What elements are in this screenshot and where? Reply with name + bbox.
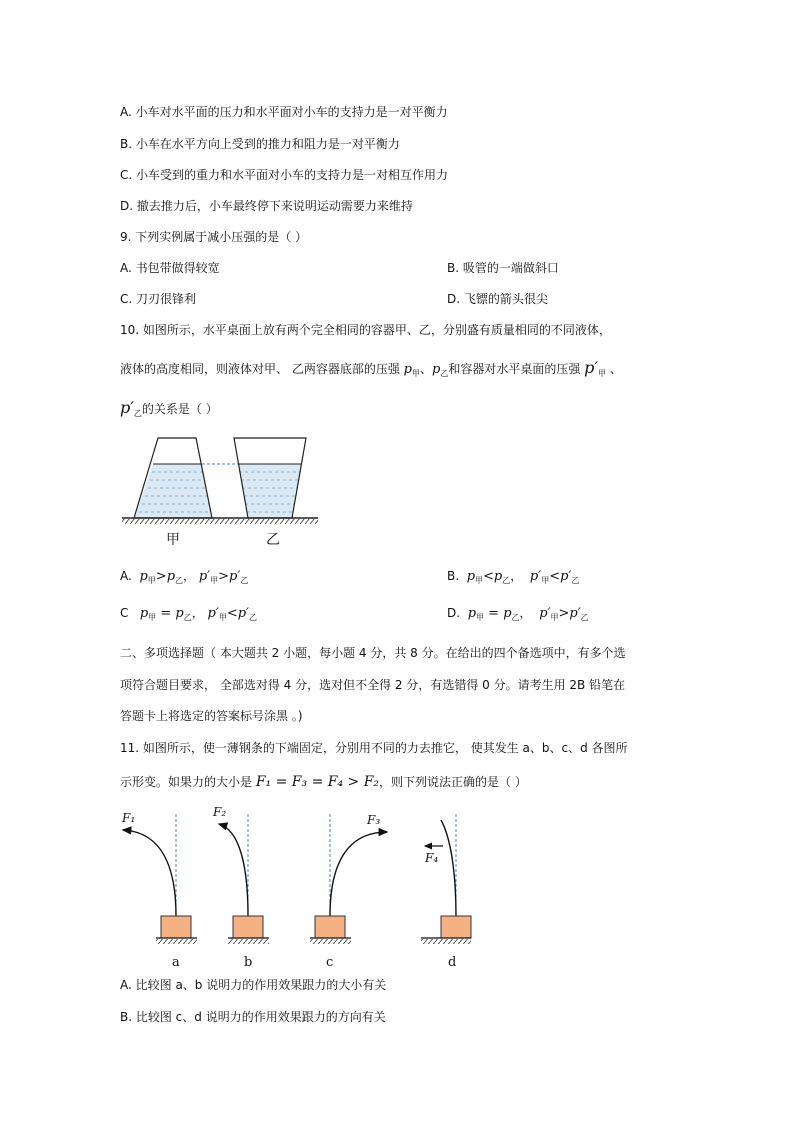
label-jia: 甲	[166, 532, 180, 548]
q9-stem: 9. 下列实例属于减小压强的是（ ）	[120, 230, 308, 244]
q10-option-b: B. $p_甲<p_乙$， $p'_甲<p'_乙$	[447, 569, 580, 585]
q11-option-a: A. 比较图 a、b 说明力的作用效果跟力的大小有关	[120, 978, 387, 992]
container-jia	[134, 438, 212, 518]
q10-stem-line1: 10. 如图所示，水平桌面上放有两个完全相同的容器甲、乙，分别盛有质量相同的不同液体，	[120, 323, 611, 337]
q8-option-a: A. 小车对水平面的压力和水平面对小车的支持力是一对平衡力	[120, 105, 448, 119]
section2-line1: 二、多项选择题（ 本大题共 2 小题，每小题 4 分，共 8 分。在给出的四个备选项中，有多个选	[120, 646, 626, 660]
q10-option-a: A. $p_甲>p_乙$， $p'_甲>p'_乙$	[120, 569, 249, 585]
fig-label-d: d	[448, 955, 457, 970]
q9-option-c: C. 刀刃很锋利	[120, 292, 197, 306]
strip-figure-a	[121, 811, 197, 970]
q10-stem-line2: 液体的高度相同，则液体对甲、 乙两容器底部的压强 $p_甲$、$p_乙$和容器对水平桌面的压强 $p'_甲$ 、	[120, 358, 622, 378]
q8-option-b: B. 小车在水平方向上受到的推力和阻力是一对平衡力	[120, 137, 400, 151]
force-label-f2: F₂	[213, 805, 227, 819]
q11-steel-strips-figure	[115, 804, 485, 972]
strip-figure-b	[212, 805, 269, 970]
strip-figure-d	[421, 814, 471, 970]
q10-option-d: D. $p_甲 = p_乙$， $p'_甲>p'_乙$	[447, 606, 589, 622]
force-label-f1: F₁	[122, 811, 136, 825]
q10-containers-figure	[120, 434, 325, 549]
q10-option-c: C $p_甲 = p_乙$， $p'_甲<p'_乙$	[120, 606, 257, 622]
container-yi	[234, 438, 306, 518]
q9-option-d: D. 飞镖的箭头很尖	[447, 292, 548, 306]
q9-option-a: A. 书包带做得较宽	[120, 261, 220, 275]
section2-line3: 答题卡上将选定的答案标号涂黑 。)	[120, 709, 303, 723]
q9-option-b: B. 吸管的一端做斜口	[447, 261, 559, 275]
fig-label-c: c	[326, 955, 334, 970]
q10-stem-line3: $p'_乙$的关系是（ ）	[120, 398, 218, 418]
fig-label-b: b	[244, 955, 253, 970]
q11-stem-line2: 示形变。如果力的大小是 F₁ = F₃ = F₄ > F₂，则下列说法正确的是（ ）	[120, 774, 527, 790]
force-label-f4: F₄	[425, 851, 439, 865]
q11-option-b: B. 比较图 c、d 说明力的作用效果跟力的方向有关	[120, 1010, 386, 1024]
label-yi: 乙	[266, 532, 280, 548]
force-label-f3: F₃	[367, 813, 381, 827]
q8-option-d: D. 撤去推力后，小车最终停下来说明运动需要力来维持	[120, 199, 413, 213]
section2-line2: 项符合题目要求， 全部选对得 4 分，选对但不全得 2 分，有选错得 0 分。请考生用 2B 铅笔在	[120, 678, 626, 692]
q8-option-c: C. 小车受到的重力和水平面对小车的支持力是一对相互作用力	[120, 168, 449, 182]
q11-stem-line1: 11. 如图所示，使一薄钢条的下端固定，分别用不同的力去推它， 使其发生 a、b、c、d 各图所	[120, 741, 628, 755]
fig-label-a: a	[172, 955, 180, 970]
strip-figure-c	[310, 813, 387, 970]
